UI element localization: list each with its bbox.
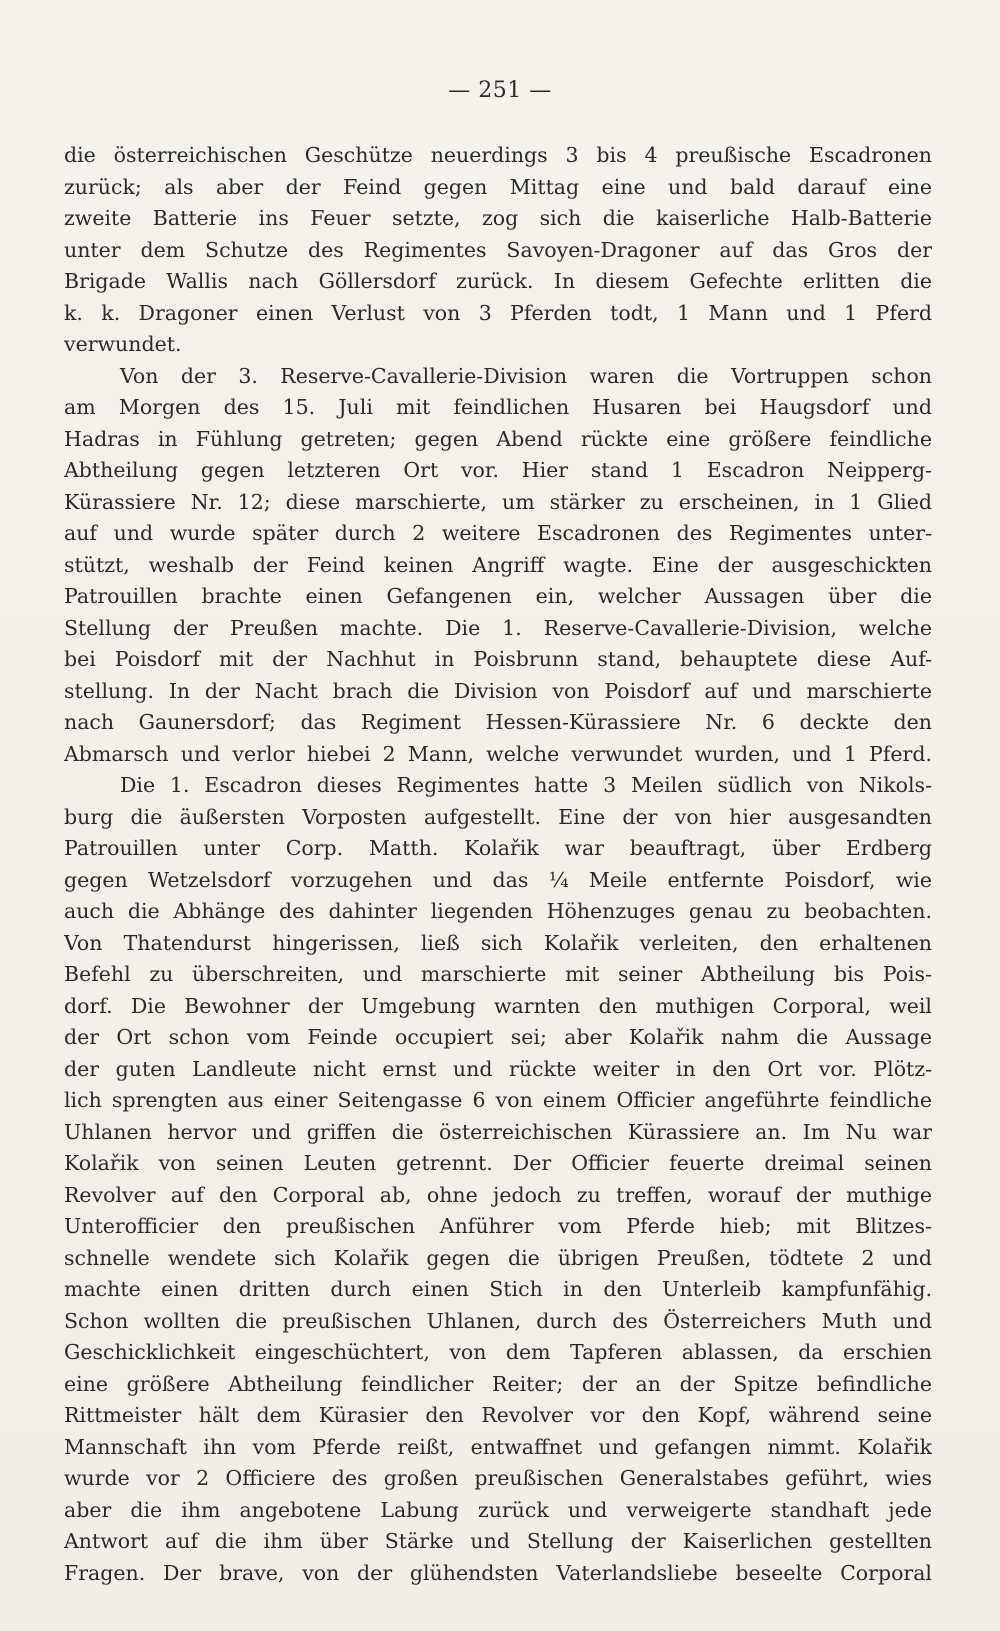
- text-line: Unterofficier den preußischen Anführer vom Pferde hieb; mit Blitzes-: [64, 1214, 932, 1238]
- text-line: Abmarsch und verlor hiebei 2 Mann, welche verwundet wurden, und 1 Pferd.: [64, 741, 932, 766]
- text-line: Stellung der Preußen machte. Die 1. Reserve-Cavallerie-Division, welche: [64, 615, 932, 640]
- text-line: k. k. Dragoner einen Verlust von 3 Pferden todt, 1 Mann und 1 Pferd: [64, 300, 932, 325]
- text-line: lich sprengten aus einer Seitengasse 6 von einem Officier angeführte feindliche: [64, 1088, 932, 1112]
- text-line: auf und wurde später durch 2 weitere Escadronen des Regimentes unter-: [64, 521, 932, 545]
- text-line: gegen Wetzelsdorf vorzugehen und das ¼ Meile entfernte Poisdorf, wie: [64, 867, 932, 892]
- text-line: Kürassiere Nr. 12; diese marschierte, um stärker zu erscheinen, in 1 Glied: [64, 489, 932, 514]
- text-line: Antwort auf die ihm über Stärke und Stellung der Kaiserlichen gestellten: [64, 1529, 932, 1553]
- text-line: Fragen. Der brave, von der glühendsten Vaterlandsliebe beseelte Corporal: [64, 1560, 932, 1585]
- text-line: Abtheilung gegen letzteren Ort vor. Hier stand 1 Escadron Neipperg-: [64, 458, 932, 482]
- text-line: Patrouillen unter Corp. Matth. Kolařik war beauftragt, über Erdberg: [64, 836, 932, 860]
- text-line: Uhlanen hervor und griffen die österreichischen Kürassiere an. Im Nu war: [64, 1119, 932, 1144]
- text-line: die österreichischen Geschütze neuerdings 3 bis 4 preußische Escadronen: [64, 143, 932, 167]
- text-line: bei Poisdorf mit der Nachhut in Poisbrunn stand, behauptete diese Auf-: [64, 647, 932, 671]
- text-line: stützt, weshalb der Feind keinen Angriff wagte. Eine der ausgeschickten: [64, 552, 932, 577]
- text-line: der Ort schon vom Feinde occupiert sei; aber Kolařik nahm die Aussage: [64, 1025, 932, 1049]
- text-line: stellung. In der Nacht brach die Division von Poisdorf auf und marschierte: [64, 678, 932, 703]
- text-line: Befehl zu überschreiten, und marschierte mit seiner Abtheilung bis Pois-: [64, 962, 932, 986]
- text-line: Schon wollten die preußischen Uhlanen, durch des Österreichers Muth und: [64, 1308, 932, 1333]
- text-line: nach Gaunersdorf; das Regiment Hessen-Kürassiere Nr. 6 deckte den: [64, 710, 932, 734]
- text-line: verwundet.: [64, 332, 182, 356]
- text-line: Revolver auf den Corporal ab, ohne jedoch zu treffen, worauf der muthige: [64, 1182, 932, 1207]
- body-text: [64, 140, 932, 1589]
- text-line: der guten Landleute nicht ernst und rückte weiter in den Ort vor. Plötz-: [64, 1056, 932, 1081]
- text-line: schnelle wendete sich Kolařik gegen die übrigen Preußen, tödtete 2 und: [64, 1245, 932, 1270]
- text-line: dorf. Die Bewohner der Umgebung warnten den muthigen Corporal, weil: [64, 993, 932, 1018]
- text-line: Patrouillen brachte einen Gefangenen ein, welcher Aussagen über die: [64, 584, 932, 608]
- text-line: Hadras in Fühlung getreten; gegen Abend rückte eine größere feindliche: [64, 426, 932, 451]
- text-line: Die 1. Escadron dieses Regimentes hatte 3 Meilen südlich von Nikols-: [120, 773, 932, 797]
- text-line: aber die ihm angebotene Labung zurück und verweigerte standhaft jede: [64, 1497, 932, 1522]
- text-line: auch die Abhänge des dahinter liegenden Höhenzuges genau zu beobachten.: [64, 899, 932, 923]
- text-line: unter dem Schutze des Regimentes Savoyen-Dragoner auf das Gros der: [64, 237, 932, 262]
- page-number: — 251 —: [448, 78, 552, 103]
- text-line: Brigade Wallis nach Göllersdorf zurück. In diesem Gefechte erlitten die: [64, 269, 932, 293]
- text-line: Von Thatendurst hingerissen, ließ sich Kolařik verleiten, den erhaltenen: [64, 930, 932, 955]
- text-line: Mannschaft ihn vom Pferde reißt, entwaffnet und gefangen nimmt. Kolařik: [64, 1434, 932, 1459]
- text-line: Rittmeister hält dem Kürasier den Revolver vor den Kopf, während seine: [64, 1403, 932, 1427]
- text-line: wurde vor 2 Officiere des großen preußischen Generalstabes geführt, wies: [64, 1466, 932, 1490]
- text-line: Geschicklichkeit eingeschüchtert, von dem Tapferen ablassen, da erschien: [64, 1340, 932, 1364]
- text-line: machte einen dritten durch einen Stich in den Unterleib kampfunfähig.: [64, 1277, 932, 1301]
- text-line: zweite Batterie ins Feuer setzte, zog sich die kaiserliche Halb-Batterie: [64, 206, 932, 230]
- text-line: zurück; als aber der Feind gegen Mittag eine und bald darauf eine: [64, 174, 932, 199]
- text-line: am Morgen des 15. Juli mit feindlichen Husaren bei Haugsdorf und: [64, 395, 932, 419]
- text-line: eine größere Abtheilung feindlicher Reiter; der an der Spitze befindliche: [64, 1371, 932, 1396]
- text-line: burg die äußersten Vorposten aufgestellt. Eine der von hier ausgesandten: [64, 804, 932, 829]
- text-line: Kolařik von seinen Leuten getrennt. Der Officier feuerte dreimal seinen: [64, 1151, 932, 1175]
- text-line: Von der 3. Reserve-Cavallerie-Division waren die Vortruppen schon: [120, 363, 932, 388]
